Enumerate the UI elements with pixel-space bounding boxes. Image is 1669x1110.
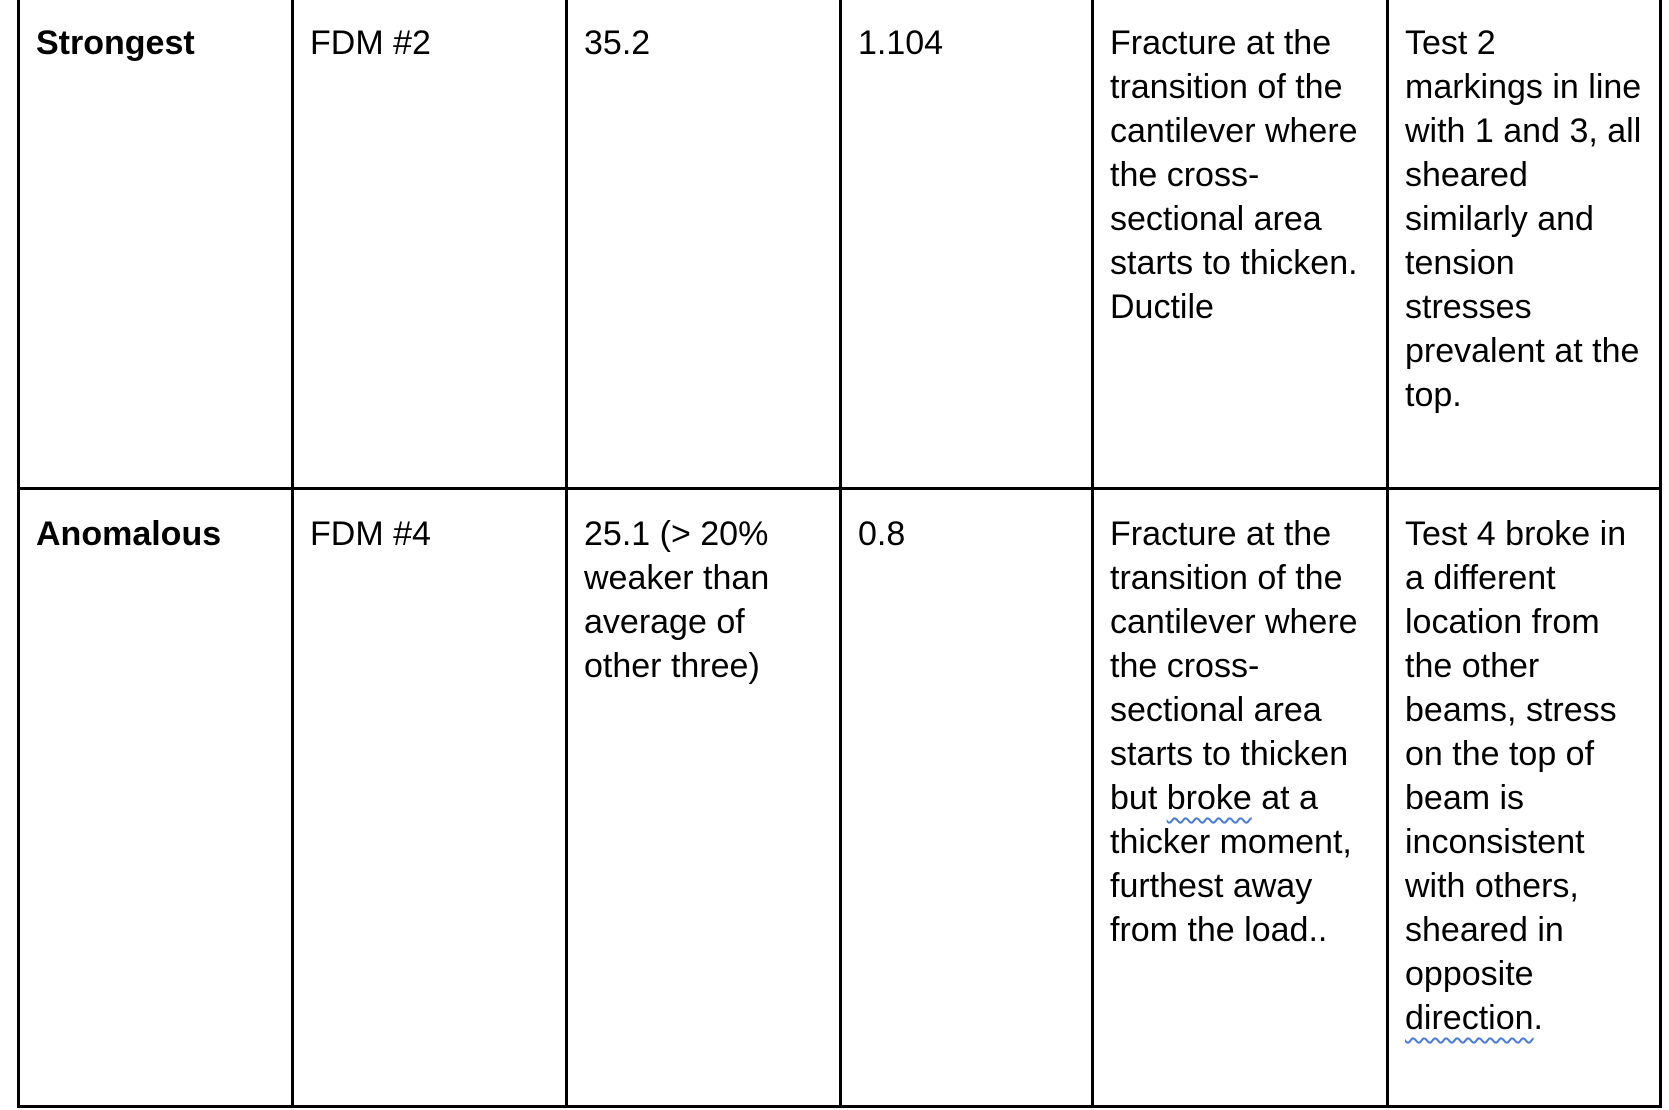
fracture-cell[interactable]: [1093, 489, 1388, 1107]
spellcheck-flagged-word[interactable]: direction: [1405, 999, 1534, 1037]
notes-text-b: .: [1533, 999, 1543, 1037]
table-row: [19, 0, 1661, 489]
row-label-cell[interactable]: Anomalous: [19, 489, 293, 1107]
fracture-text-a: Fracture at the transition of the cantilever where the cross-sectional area starts to thicken but: [1110, 515, 1358, 817]
row-label-cell[interactable]: Strongest: [19, 0, 293, 489]
value2-cell[interactable]: 1.104: [841, 0, 1093, 489]
specimen-cell[interactable]: FDM #2: [293, 0, 567, 489]
results-table: [17, 0, 1662, 1108]
specimen-cell[interactable]: FDM #4: [293, 489, 567, 1107]
table-row: [19, 489, 1661, 1107]
value-cell[interactable]: 25.1 (> 20% weaker than average of other three): [567, 489, 841, 1107]
fracture-text-b: at a thicker moment, furthest away from the load..: [1110, 779, 1352, 949]
notes-cell[interactable]: [1388, 489, 1661, 1107]
value2-cell[interactable]: 0.8: [841, 489, 1093, 1107]
fracture-cell[interactable]: Fracture at the transition of the cantilever where the cross-sectional area starts to thicken. Ductile: [1093, 0, 1388, 489]
value-cell[interactable]: 35.2: [567, 0, 841, 489]
notes-text-a: Test 4 broke in a different location from the other beams, stress on the top of beam is inconsistent with others, sheared in opposite: [1405, 515, 1627, 993]
spellcheck-flagged-word[interactable]: broke: [1166, 779, 1252, 817]
notes-cell[interactable]: Test 2 markings in line with 1 and 3, all sheared similarly and tension stresses prevalent at the top.: [1388, 0, 1661, 489]
